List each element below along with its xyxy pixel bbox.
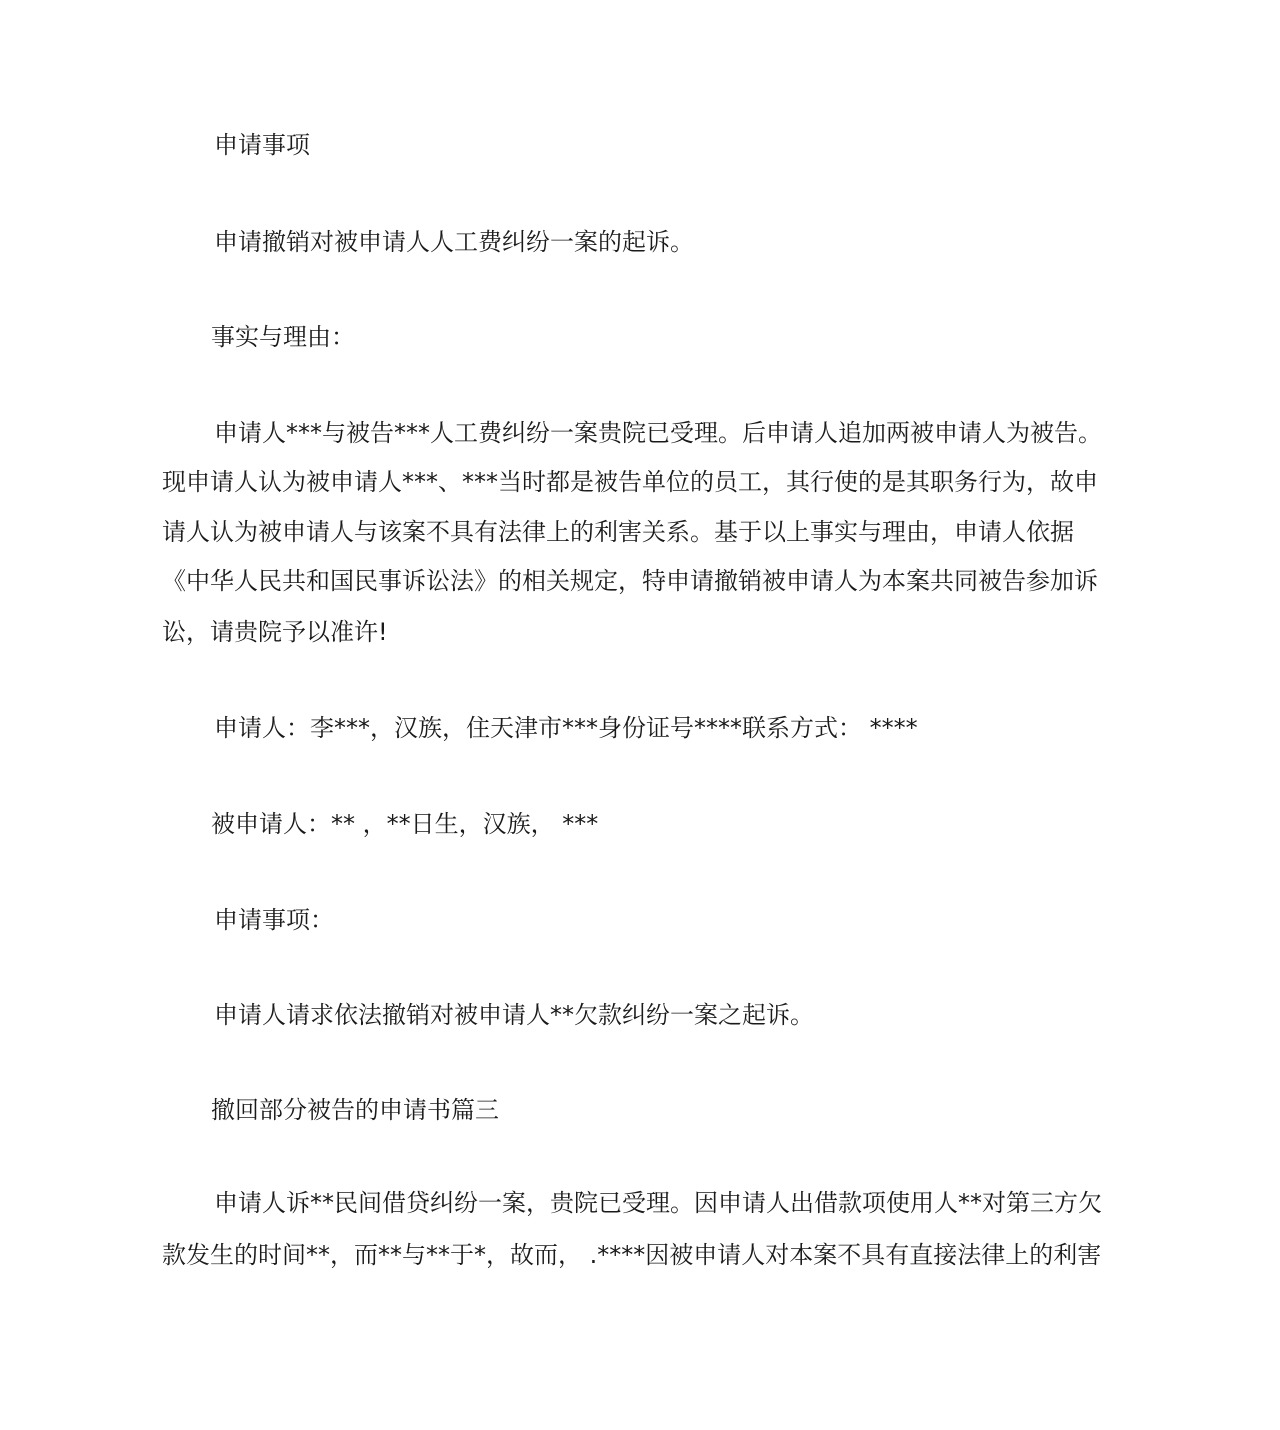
paragraph-loan-line-2: 款发生的时间**，而**与**于*，故而， .****因被申请人对本案不具有直接法律上的利害	[162, 1241, 1102, 1269]
paragraph-loan-line-1: 申请人诉**民间借贷纠纷一案，贵院已受理。因申请人出借款项使用人**对第三方欠	[214, 1189, 1102, 1217]
section-title-part-three: 撤回部分被告的申请书篇三	[211, 1096, 499, 1124]
paragraph-facts-line-2: 现申请人认为被申请人***、***当时都是被告单位的员工，其行使的是其职务行为，故申	[162, 468, 1098, 496]
heading-application-items-2: 申请事项：	[214, 906, 334, 934]
applicant-info: 申请人：李***，汉族，住天津市***身份证号****联系方式： ****	[214, 714, 918, 742]
paragraph-application-request-2: 申请人请求依法撤销对被申请人**欠款纠纷一案之起诉。	[214, 1001, 814, 1029]
heading-facts-and-reasons: 事实与理由：	[211, 323, 355, 351]
paragraph-facts-line-4: 《中华人民共和国民事诉讼法》的相关规定，特申请撤销被申请人为本案共同被告参加诉	[162, 567, 1098, 595]
heading-application-items: 申请事项	[214, 131, 310, 159]
paragraph-facts-line-3: 请人认为被申请人与该案不具有法律上的利害关系。基于以上事实与理由，申请人依据	[162, 518, 1074, 546]
paragraph-facts-line-5: 讼，请贵院予以准许!	[162, 618, 388, 646]
respondent-info: 被申请人：** ，**日生，汉族， ***	[211, 810, 599, 838]
paragraph-application-request: 申请撤销对被申请人人工费纠纷一案的起诉。	[214, 228, 694, 256]
paragraph-facts-line-1: 申请人***与被告***人工费纠纷一案贵院已受理。后申请人追加两被申请人为被告。	[214, 419, 1102, 447]
